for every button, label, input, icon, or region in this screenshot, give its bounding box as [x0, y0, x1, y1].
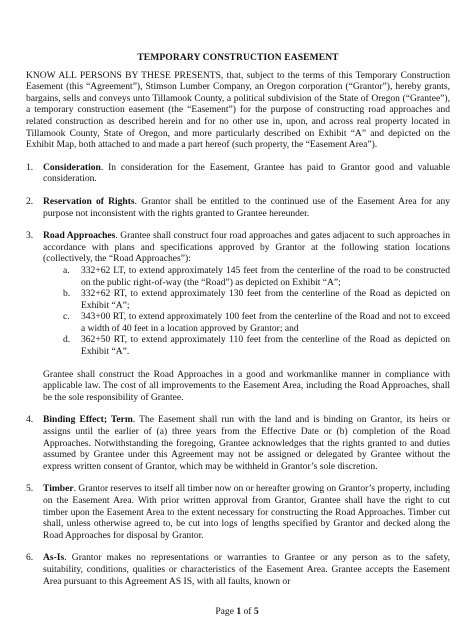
list-item-text: 343+00 RT, to extend approximately 100 feet from the centerline of the Road and not to exceed a width of 40 feet in a location approved by Grantor; and	[81, 311, 450, 334]
road-approaches-closing-paragraph: Grantee shall construct the Road Approaches in a good and workmanlike manner in compliance with applicable law. The cost of all improvements to the Easement Area, including the Road Approaches, shall be the sole responsibility of Grantee.	[43, 368, 450, 403]
list-item-text: 332+62 RT, to extend approximately 130 feet from the centerline of the Road as depicted on Exhibit “A”;	[81, 288, 450, 311]
list-item	[63, 334, 450, 357]
list-item-letter: a.	[63, 264, 70, 276]
section-number: 1.	[26, 161, 34, 173]
section-heading: Binding Effect; Term	[43, 414, 133, 426]
list-item	[63, 265, 450, 288]
section-number: 6.	[26, 552, 34, 564]
section-text: . Grantee shall construct four road approaches and gates adjacent to such approaches in accordance with plans and specifications approved by Grantor at the following station locations (collectively, the “Road Approaches”):	[43, 230, 450, 265]
section-as-is	[26, 552, 450, 587]
document-page	[26, 52, 450, 587]
list-item	[63, 311, 450, 334]
section-text: . In consideration for the Easement, Grantee has paid to Grantor good and valuable consideration.	[43, 161, 450, 185]
section-text: . Grantor makes no representations or warranties to Grantee or any person as to the safety, suitability, conditions, qualities or characteristics of the Easement Area. Grantee accepts the Easement Area pursuant to this Agreement AS IS, with all faults, known or	[43, 552, 450, 587]
page-of-label: of	[241, 606, 254, 617]
list-item-letter: d.	[63, 334, 71, 346]
section-consideration	[26, 162, 450, 185]
section-text: . Grantor reserves to itself all timber now on or hereafter growing on Grantor’s property, including on the Easement Area. With prior written approval from Grantor, Grantee shall have the right to cut timber upon the Easement Area to the extent necessary for constructing the Road Approaches. Timber cut shall, unless otherwise agreed to, be cut into logs of lengths specified by Grantor and decked along the Road Approaches for disposal by Grantor.	[43, 483, 450, 541]
section-heading: As-Is	[43, 552, 65, 564]
section-road-approaches	[26, 230, 450, 265]
intro-paragraph: KNOW ALL PERSONS BY THESE PRESENTS, that, subject to the terms of this Temporary Construction Easement (this “Agreement”), Stimson Lumber Company, an Oregon corporation (“Grantor”), hereby grants, bargains, sells and conveys unto Tillamook County, a political subdivision of the State of Oregon (“Grantee”), a temporary construction easement (the “Easement”) for the purpose of constructing road approaches and related construction as described herein and for no other use in, upon, and across real property located in Tillamook County, State of Oregon, and more particularly described on Exhibit “A” and depicted on the Exhibit Map, both attached to and made a part hereof (such property, the “Easement Area”).	[26, 69, 450, 151]
section-number: 2.	[26, 195, 34, 207]
list-item-text: 362+50 RT, to extend approximately 110 feet from the centerline of the Road as depicted on Exhibit “A”.	[81, 334, 450, 358]
section-heading: Consideration	[43, 161, 101, 173]
list-item-letter: c.	[63, 311, 70, 323]
document-title: TEMPORARY CONSTRUCTION EASEMENT	[137, 52, 339, 63]
section-binding-effect-term	[26, 414, 450, 472]
section-number: 4.	[26, 414, 34, 426]
page-label: Page	[215, 606, 237, 617]
list-item-letter: b.	[63, 288, 71, 300]
section-heading: Timber	[43, 483, 74, 495]
section-number: 3.	[26, 230, 34, 242]
section-timber	[26, 483, 450, 541]
section-reservation-of-rights	[26, 196, 450, 219]
road-approach-list	[63, 265, 450, 358]
section-text: . The Easement shall run with the land and is binding on Grantor, its heirs or assigns until the earlier of (a) three years from the Effective Date or (b) completion of the Road Approaches. Notwithstanding the foregoing, Grantee acknowledges that the rights granted to and duties assumed by Grantee under this Agreement may not be assigned or delegated by Grantee without the express written consent of Grantor, which may be withheld in Grantor’s sole discretion.	[43, 414, 450, 472]
list-item-text: 332+62 LT, to extend approximately 145 feet from the centerline of the road to be constructed on the public right-of-way (the “Road”) as depicted on Exhibit “A”;	[81, 264, 450, 288]
section-heading: Reservation of Rights	[43, 195, 135, 207]
current-page-number: 1	[236, 606, 242, 617]
section-number: 5.	[26, 483, 34, 495]
section-text: . Grantor shall be entitled to the continued use of the Easement Area for any purpose not inconsistent with the rights granted to Grantee hereunder.	[43, 195, 450, 219]
section-heading: Road Approaches	[43, 230, 116, 242]
list-item	[63, 288, 450, 311]
total-page-count: 5	[253, 606, 259, 617]
page-footer	[0, 606, 474, 617]
